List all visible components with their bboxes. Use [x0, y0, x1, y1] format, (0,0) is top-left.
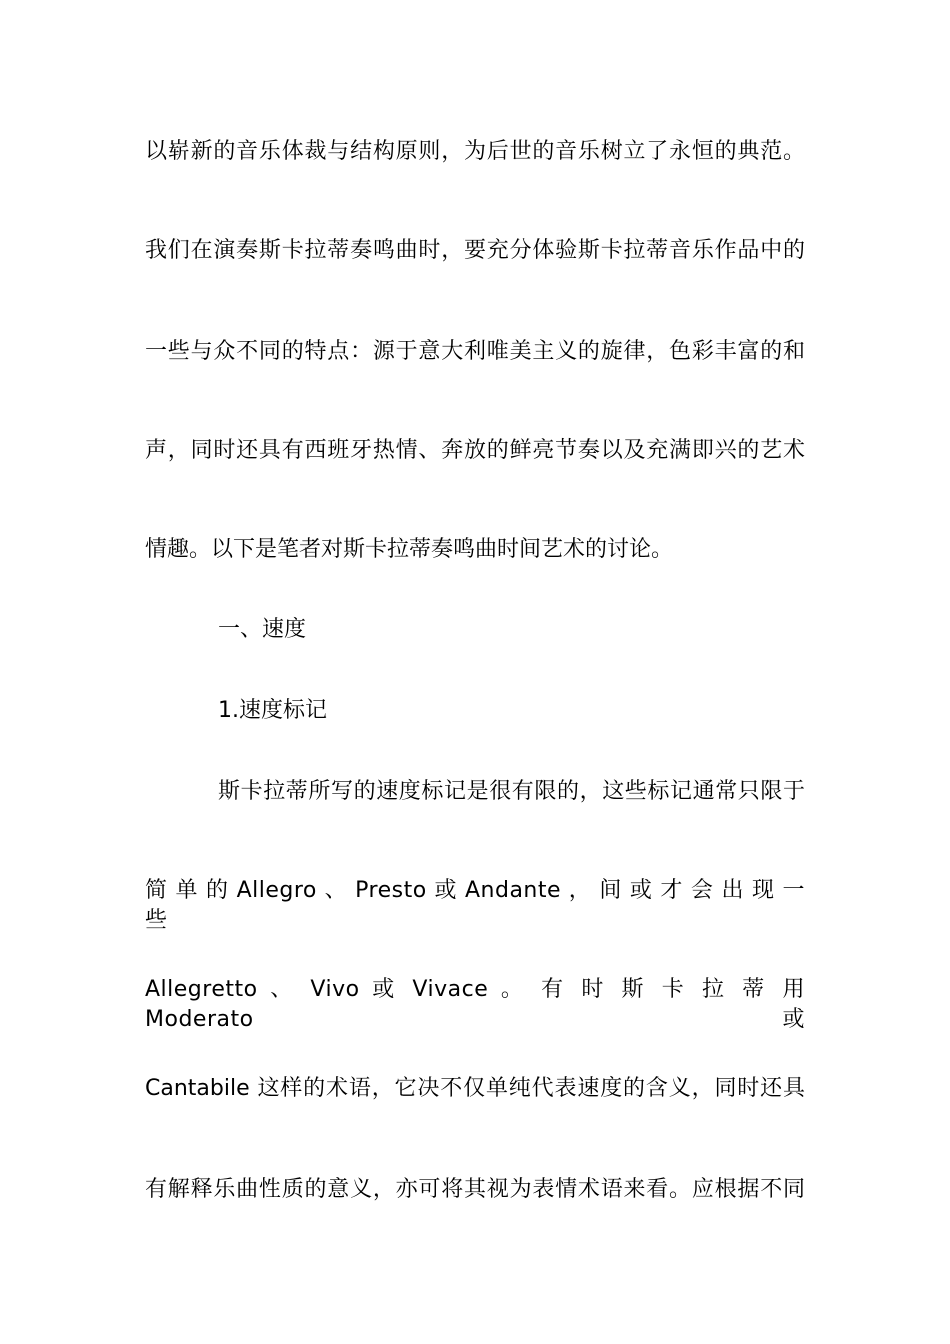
paragraph-line-5: 情趣。以下是笔者对斯卡拉蒂奏鸣曲时间艺术的讨论。 [145, 537, 674, 562]
paragraph-line-1: 以崭新的音乐体裁与结构原则，为后世的音乐树立了永恒的典范。 [145, 139, 805, 164]
section-heading-speed: 一、速度 [218, 617, 307, 642]
paragraph-line-6: 斯卡拉蒂所写的速度标记是很有限的，这些标记通常只限于 [218, 779, 805, 804]
subsection-heading-tempo-marks: 1.速度标记 [218, 698, 327, 723]
paragraph-line-3: 一些与众不同的特点：源于意大利唯美主义的旋律，色彩丰富的和 [145, 339, 805, 364]
paragraph-line-2: 我们在演奏斯卡拉蒂奏鸣曲时，要充分体验斯卡拉蒂音乐作品中的 [145, 238, 805, 263]
paragraph-line-7: 简 单 的 Allegro 、 Presto 或 Andante ， 间 或 才 会 出 现 一 些 [145, 878, 805, 933]
paragraph-line-10: 有解释乐曲性质的意义，亦可将其视为表情术语来看。应根据不同 [145, 1177, 805, 1202]
paragraph-line-9: Cantabile 这样的术语，它决不仅单纯代表速度的含义，同时还具 [145, 1076, 805, 1101]
paragraph-line-4: 声，同时还具有西班牙热情、奔放的鲜亮节奏以及充满即兴的艺术 [145, 438, 805, 463]
paragraph-line-8: Allegretto 、 Vivo 或 Vivace 。 有 时 斯 卡 拉 蒂 用 Moderato 或 [145, 977, 805, 1032]
